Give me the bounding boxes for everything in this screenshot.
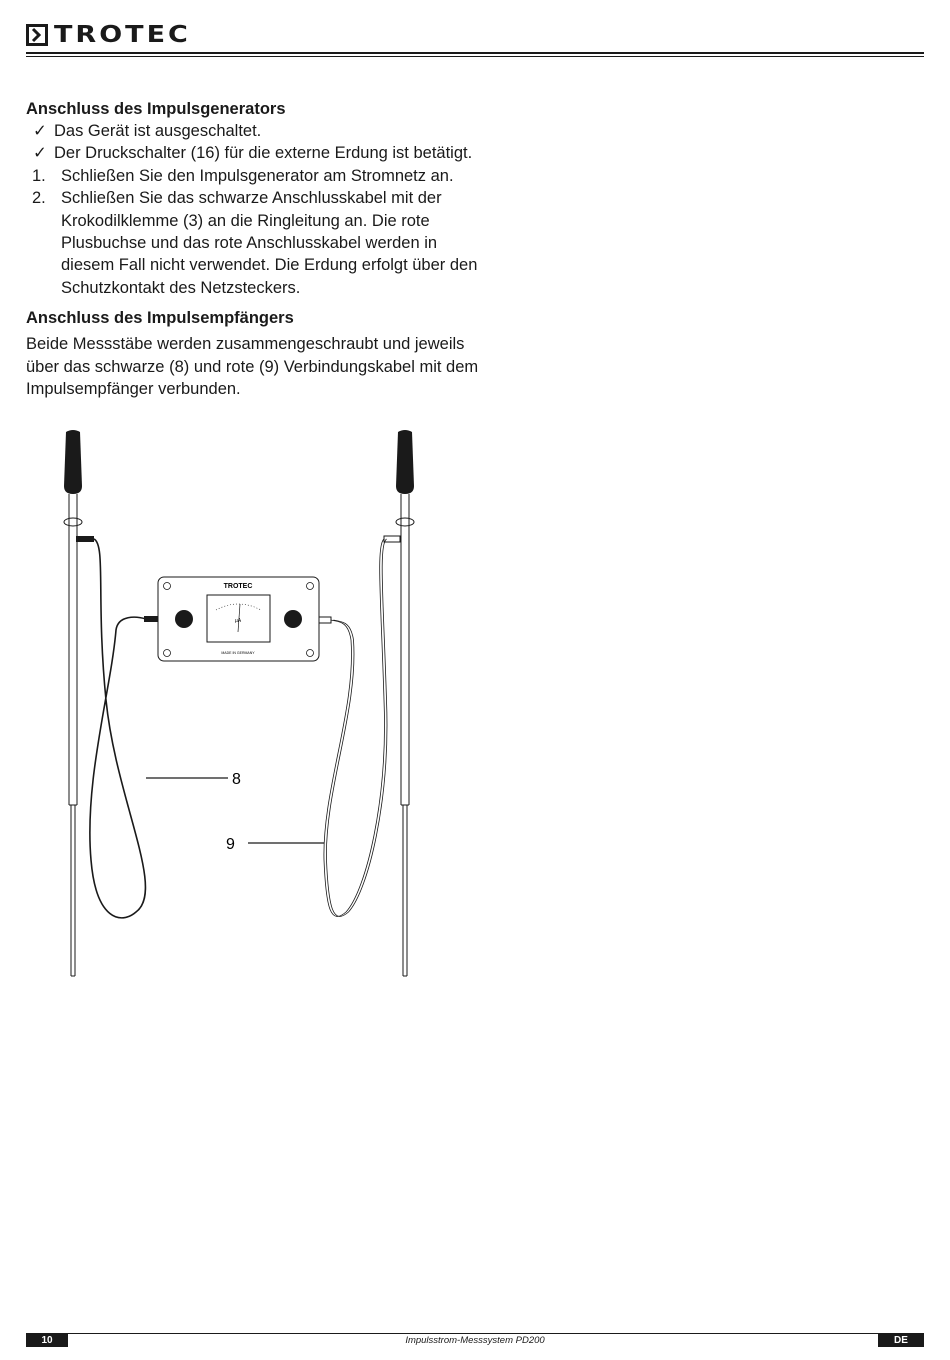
receiver-description: Beide Messstäbe werden zusammengeschraubt und jeweils über das schwarze (8) und rote (9) Verbindungskabel mit dem Impulsempfänger verbunden. <box>26 335 479 399</box>
meter-unit: μA <box>234 618 242 624</box>
right-probe <box>384 430 414 976</box>
precondition-item <box>26 120 486 142</box>
step-number: 2. <box>32 189 46 208</box>
precondition-item <box>26 142 486 164</box>
brand-name: TROTEC <box>54 21 191 48</box>
step-item <box>26 187 486 299</box>
device-brand: TROTEC <box>223 583 253 590</box>
step-text: Schließen Sie das schwarze Anschlusskabel mit der Krokodilklemme (3) an die Ringleitung an. Die rote Plusbuchse und das rote Anschlusskabel werden in diesem Fall nicht verwendet. Die Erdung erfolgt über den Schutzkontakt des Netzsteckers. <box>61 189 478 297</box>
checkmark-icon: ✓ <box>33 144 47 163</box>
pulse-receiver-device <box>158 577 319 661</box>
callout-label-8: 8 <box>232 771 241 788</box>
step-item <box>26 165 486 187</box>
callout-label-9: 9 <box>226 836 235 853</box>
section-title-receiver: Anschluss des Impulsempfängers <box>26 309 294 328</box>
section-title-generator: Anschluss des Impulsgenerators <box>26 100 286 118</box>
page-number: 10 <box>26 1334 68 1347</box>
header-rule-thin <box>26 56 924 57</box>
main-content <box>26 98 486 400</box>
step-number: 1. <box>32 166 46 185</box>
left-probe <box>64 430 94 976</box>
black-cable <box>90 539 146 918</box>
device-footer-text: MADE IN GERMANY <box>221 651 255 655</box>
page-header <box>26 18 924 58</box>
connection-illustration <box>26 420 486 995</box>
step-list <box>26 165 486 299</box>
header-rule <box>26 52 924 54</box>
checkmark-icon: ✓ <box>33 122 47 140</box>
trotec-logo <box>26 22 191 48</box>
document-title: Impulsstrom-Messsystem PD200 <box>405 1335 545 1346</box>
red-cable <box>324 539 385 916</box>
page-footer <box>26 1333 924 1347</box>
precondition-text: Der Druckschalter (16) für die externe Erdung ist betätigt. <box>54 144 473 163</box>
precondition-text: Das Gerät ist ausgeschaltet. <box>54 122 262 140</box>
precondition-list <box>26 120 486 165</box>
chevron-logo-icon <box>26 24 48 46</box>
language-badge: DE <box>878 1334 924 1347</box>
step-text: Schließen Sie den Impulsgenerator am Stromnetz an. <box>61 166 454 185</box>
illustration-svg <box>26 420 486 995</box>
